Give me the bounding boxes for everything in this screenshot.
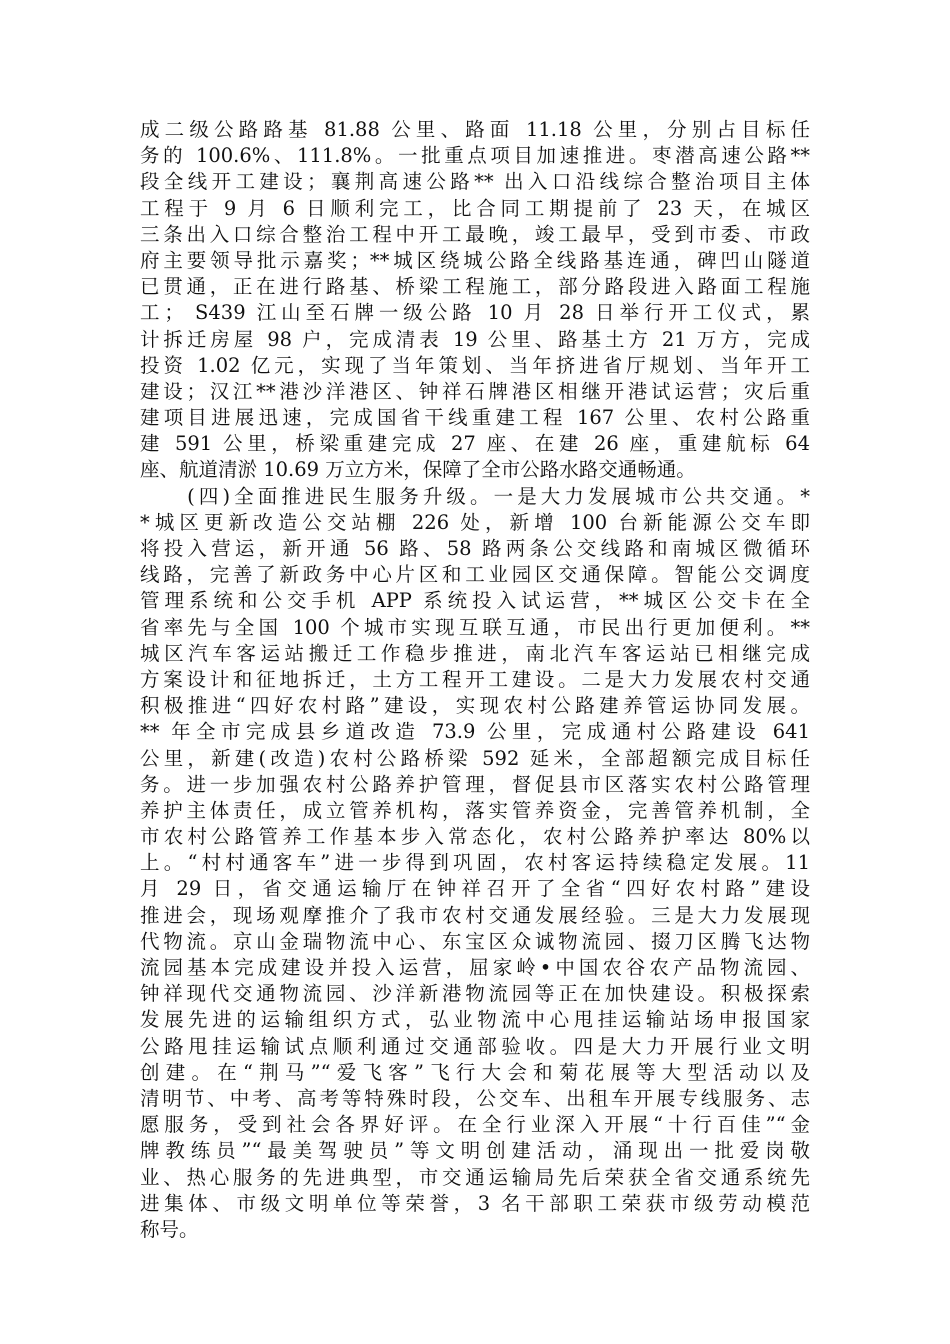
text-line: 流园基本完成建设并投入运营，屈家岭•中国农谷农产品物流园、 xyxy=(140,956,810,979)
text-line: 钟祥现代交通物流园、沙洋新港物流园等正在加快建设。积极探索 xyxy=(140,982,810,1006)
text-line: 工程于 9 月 6 日顺利完工，比合同工期提前了 23 天，在城区 xyxy=(140,196,810,220)
text-line: 务。进一步加强农村公路养护管理，督促县市区落实农村公路管理 xyxy=(140,772,810,796)
text-line: 创建。在“荆马”“爱飞客”飞行大会和菊花展等大型活动以及 xyxy=(140,1060,810,1084)
text-line: 建设；汉江**港沙洋港区、钟祥石牌港区相继开港试运营；灾后重 xyxy=(140,379,810,403)
text-line: 发展先进的运输组织方式，弘业物流中心甩挂运输站场申报国家 xyxy=(140,1008,810,1032)
text-line: 业、热心服务的先进典型，市交通运输局先后荣获全省交通系统先 xyxy=(140,1165,810,1189)
text-line: 投资 1.02 亿元，实现了当年策划、当年挤进省厅规划、当年开工 xyxy=(140,353,810,377)
text-line: 代物流。京山金瑞物流中心、东宝区众诚物流园、掇刀区腾飞达物 xyxy=(140,929,810,953)
text-line: 方案设计和征地拆迁，土方工程开工建设。二是大力发展农村交通 xyxy=(140,667,810,691)
text-line: 省率先与全国 100 个城市实现互联互通，市民出行更加便利。** xyxy=(140,615,810,639)
text-line: 工； S439 江山至石牌一级公路 10 月 28 日举行开工仪式，累 xyxy=(140,301,810,325)
text-line: 管理系统和公交手机 APP 系统投入试运营，**城区公交卡在全 xyxy=(140,589,810,613)
text-line: 三条出入口综合整治工程中开工最晚，竣工最早，受到市委、市政 xyxy=(140,222,810,246)
text-line: 城区汽车客运站搬迁工作稳步推进，南北汽车客运站已相继完成 xyxy=(140,641,810,665)
text-line: (四)全面推进民生服务升级。一是大力发展城市公共交通。* xyxy=(140,484,810,508)
text-line: 称号。 xyxy=(140,1217,199,1241)
paragraph-public-services xyxy=(140,484,810,1243)
text-line: 务的 100.6%、111.8%。一批重点项目加速推进。枣潜高速公路** xyxy=(140,144,810,168)
text-line: 将投入营运，新开通 56 路、58 路两条公交线路和南城区微循环 xyxy=(140,537,810,560)
text-line: 积极推进“四好农村路”建设，实现农村公路建养管运协同发展。 xyxy=(140,694,810,718)
document-body xyxy=(140,117,810,1243)
text-line: 牌教练员”“最美驾驶员”等文明创建活动，涌现出一批爱岗敬 xyxy=(140,1139,810,1163)
text-line: 建项目进展迅速，完成国省干线重建工程 167 公里、农村公路重 xyxy=(140,406,810,430)
text-line: 愿服务，受到社会各界好评。在全行业深入开展“十行百佳”“金 xyxy=(140,1113,810,1137)
text-line: 府主要领导批示嘉奖；**城区绕城公路全线路基连通，碑凹山隧道 xyxy=(140,248,810,272)
text-line: 建 591 公里，桥梁重建完成 27 座、在建 26 座，重建航标 64 xyxy=(140,432,810,456)
text-line: 进集体、市级文明单位等荣誉，3 名干部职工荣获市级劳动模范 xyxy=(140,1191,810,1215)
text-line: 养护主体责任，成立管养机构，落实管养资金，完善管养机制，全 xyxy=(140,798,810,822)
text-line: 公路甩挂运输试点顺利通过交通部验收。四是大力开展行业文明 xyxy=(140,1034,810,1058)
text-line: 月 29 日，省交通运输厅在钟祥召开了全省“四好农村路”建设 xyxy=(140,877,810,901)
text-line: 线路，完善了新政务中心片区和工业园区交通保障。智能公交调度 xyxy=(140,563,810,587)
text-line: ** 年全市完成县乡道改造 73.9 公里，完成通村公路建设 641 xyxy=(140,720,810,744)
text-line: 清明节、中考、高考等特殊时段，公交车、出租车开展专线服务、志 xyxy=(140,1086,810,1110)
text-line: 段全线开工建设；襄荆高速公路** 出入口沿线综合整治项目主体 xyxy=(140,170,810,194)
text-line: 推进会，现场观摩推介了我市农村交通发展经验。三是大力发展现 xyxy=(140,903,810,927)
text-line: 成二级公路路基 81.88 公里、路面 11.18 公里，分别占目标任 xyxy=(140,118,810,141)
text-line: 上。“村村通客车”进一步得到巩固，农村客运持续稳定发展。11 xyxy=(140,851,810,875)
text-line: 市农村公路管养工作基本步入常态化，农村公路养护率达 80%以 xyxy=(140,825,810,849)
text-line: 座、航道清淤 10.69 万立方米，保障了全市公路水路交通畅通。 xyxy=(140,458,696,482)
text-line: 已贯通，正在进行路基、桥梁工程施工，部分路段进入路面工程施 xyxy=(140,275,810,299)
text-line: 计拆迁房屋 98 户，完成清表 19 公里、路基土方 21 万方，完成 xyxy=(140,327,810,351)
text-line: *城区更新改造公交站棚 226 处，新增 100 台新能源公交车即 xyxy=(140,510,810,534)
text-line: 公里，新建(改造)农村公路桥梁 592 延米，全部超额完成目标任 xyxy=(140,746,810,770)
paragraph-road-construction xyxy=(140,117,810,484)
